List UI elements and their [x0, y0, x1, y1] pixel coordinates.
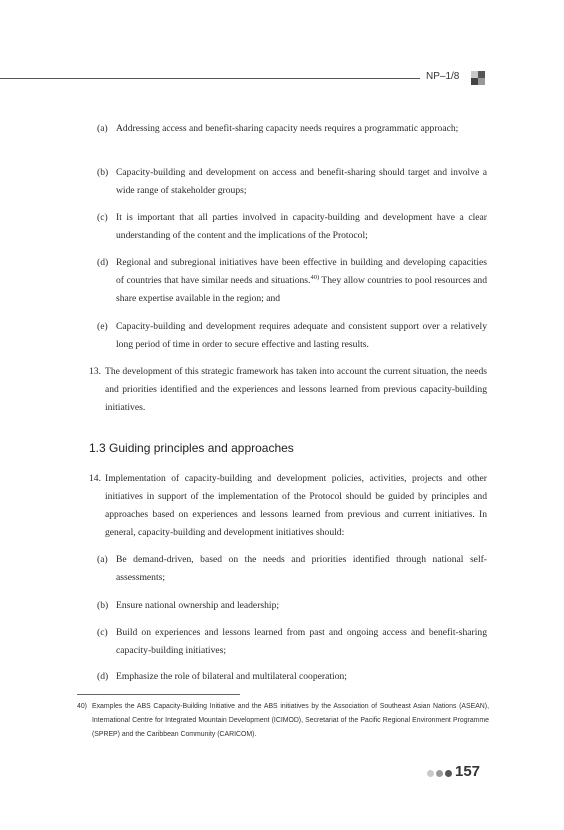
- item-label: (b): [97, 167, 109, 178]
- item-label: (c): [97, 627, 108, 638]
- item-c-build-on-experience: [97, 624, 487, 660]
- paragraph-number: 14.: [89, 473, 101, 484]
- item-label: (e): [97, 321, 108, 332]
- item-text: Ensure national ownership and leadership;: [116, 600, 280, 611]
- item-text: Be demand-driven, based on the needs and priorities identified through national self-assessments;: [116, 554, 487, 583]
- item-text: Emphasize the role of bilateral and multilateral cooperation;: [116, 671, 347, 682]
- item-text: Addressing access and benefit-sharing capacity needs requires a programmatic approach;: [116, 123, 459, 134]
- item-text: It is important that all parties involved in capacity-building and development have a clear understanding of the content and the implications of the Protocol;: [116, 212, 487, 241]
- item-b-stakeholder-groups: [97, 164, 487, 200]
- item-d-regional-initiatives: [97, 254, 487, 308]
- item-a-access-approach: [97, 120, 487, 138]
- item-e-consistent-support: [97, 318, 487, 354]
- section-heading: 1.3 Guiding principles and approaches: [89, 441, 294, 455]
- item-text: Capacity-building and development on access and benefit-sharing should target and involve a wide range of stakeholder groups;: [116, 167, 487, 196]
- item-label: (a): [97, 123, 108, 134]
- item-b-national-ownership: [97, 597, 487, 615]
- page-number: 157: [455, 763, 481, 780]
- paragraph-13: [89, 363, 487, 417]
- footnote: [77, 700, 489, 742]
- item-text: Build on experiences and lessons learned from past and ongoing access and benefit-sharing capacity-building initiatives;: [116, 627, 487, 656]
- document-code: NP–1/8: [426, 71, 460, 82]
- item-d-cooperation: [97, 668, 487, 686]
- footnote-text: Examples the ABS Capacity-Building Initiative and the ABS initiatives by the Association of Southeast Asian Nations (ASEAN), International Centre for Integrated Mountain Development (ICIMOD), Secretariat of the Pacific Regional Environment Programme (SPREP) and the Caribbean Community (CARICOM).: [92, 703, 489, 738]
- item-a-demand-driven: [97, 551, 487, 587]
- item-text: Capacity-building and development requires adequate and consistent support over a relatively long period of time in order to secure effective and lasting results.: [116, 321, 487, 350]
- item-label: (c): [97, 212, 108, 223]
- item-label: (d): [97, 257, 109, 268]
- footnote-ref: 40): [310, 273, 320, 281]
- item-label: (d): [97, 671, 109, 682]
- item-c-understanding-protocol: [97, 209, 487, 245]
- item-text: Regional and subregional initiatives have been effective in building and developing capacities of countries that have similar needs and situations.$^{40)}$ They allow countries to pool resources and share expertise available in the region; and: [116, 257, 487, 304]
- item-label: (b): [97, 600, 109, 611]
- header-rule: [0, 78, 420, 79]
- paragraph-14: [89, 470, 487, 542]
- footnote-mark: 40): [77, 703, 87, 710]
- footnote-rule: [77, 694, 240, 695]
- item-label: (a): [97, 554, 108, 565]
- paragraph-text: The development of this strategic framework has taken into account the current situation, the needs and priorities identified and the experiences and lessons learned from previous capacity-building initiatives.: [105, 366, 487, 413]
- header-squares-icon: [471, 71, 485, 85]
- paragraph-number: 13.: [89, 366, 101, 377]
- paragraph-text: Implementation of capacity-building and development policies, activities, projects and other initiatives in support of the implementation of the Protocol should be guided by principles and approaches based on experiences and lessons learned from previous and current initiatives. In general, capacity-building and development initiatives should:: [105, 473, 487, 538]
